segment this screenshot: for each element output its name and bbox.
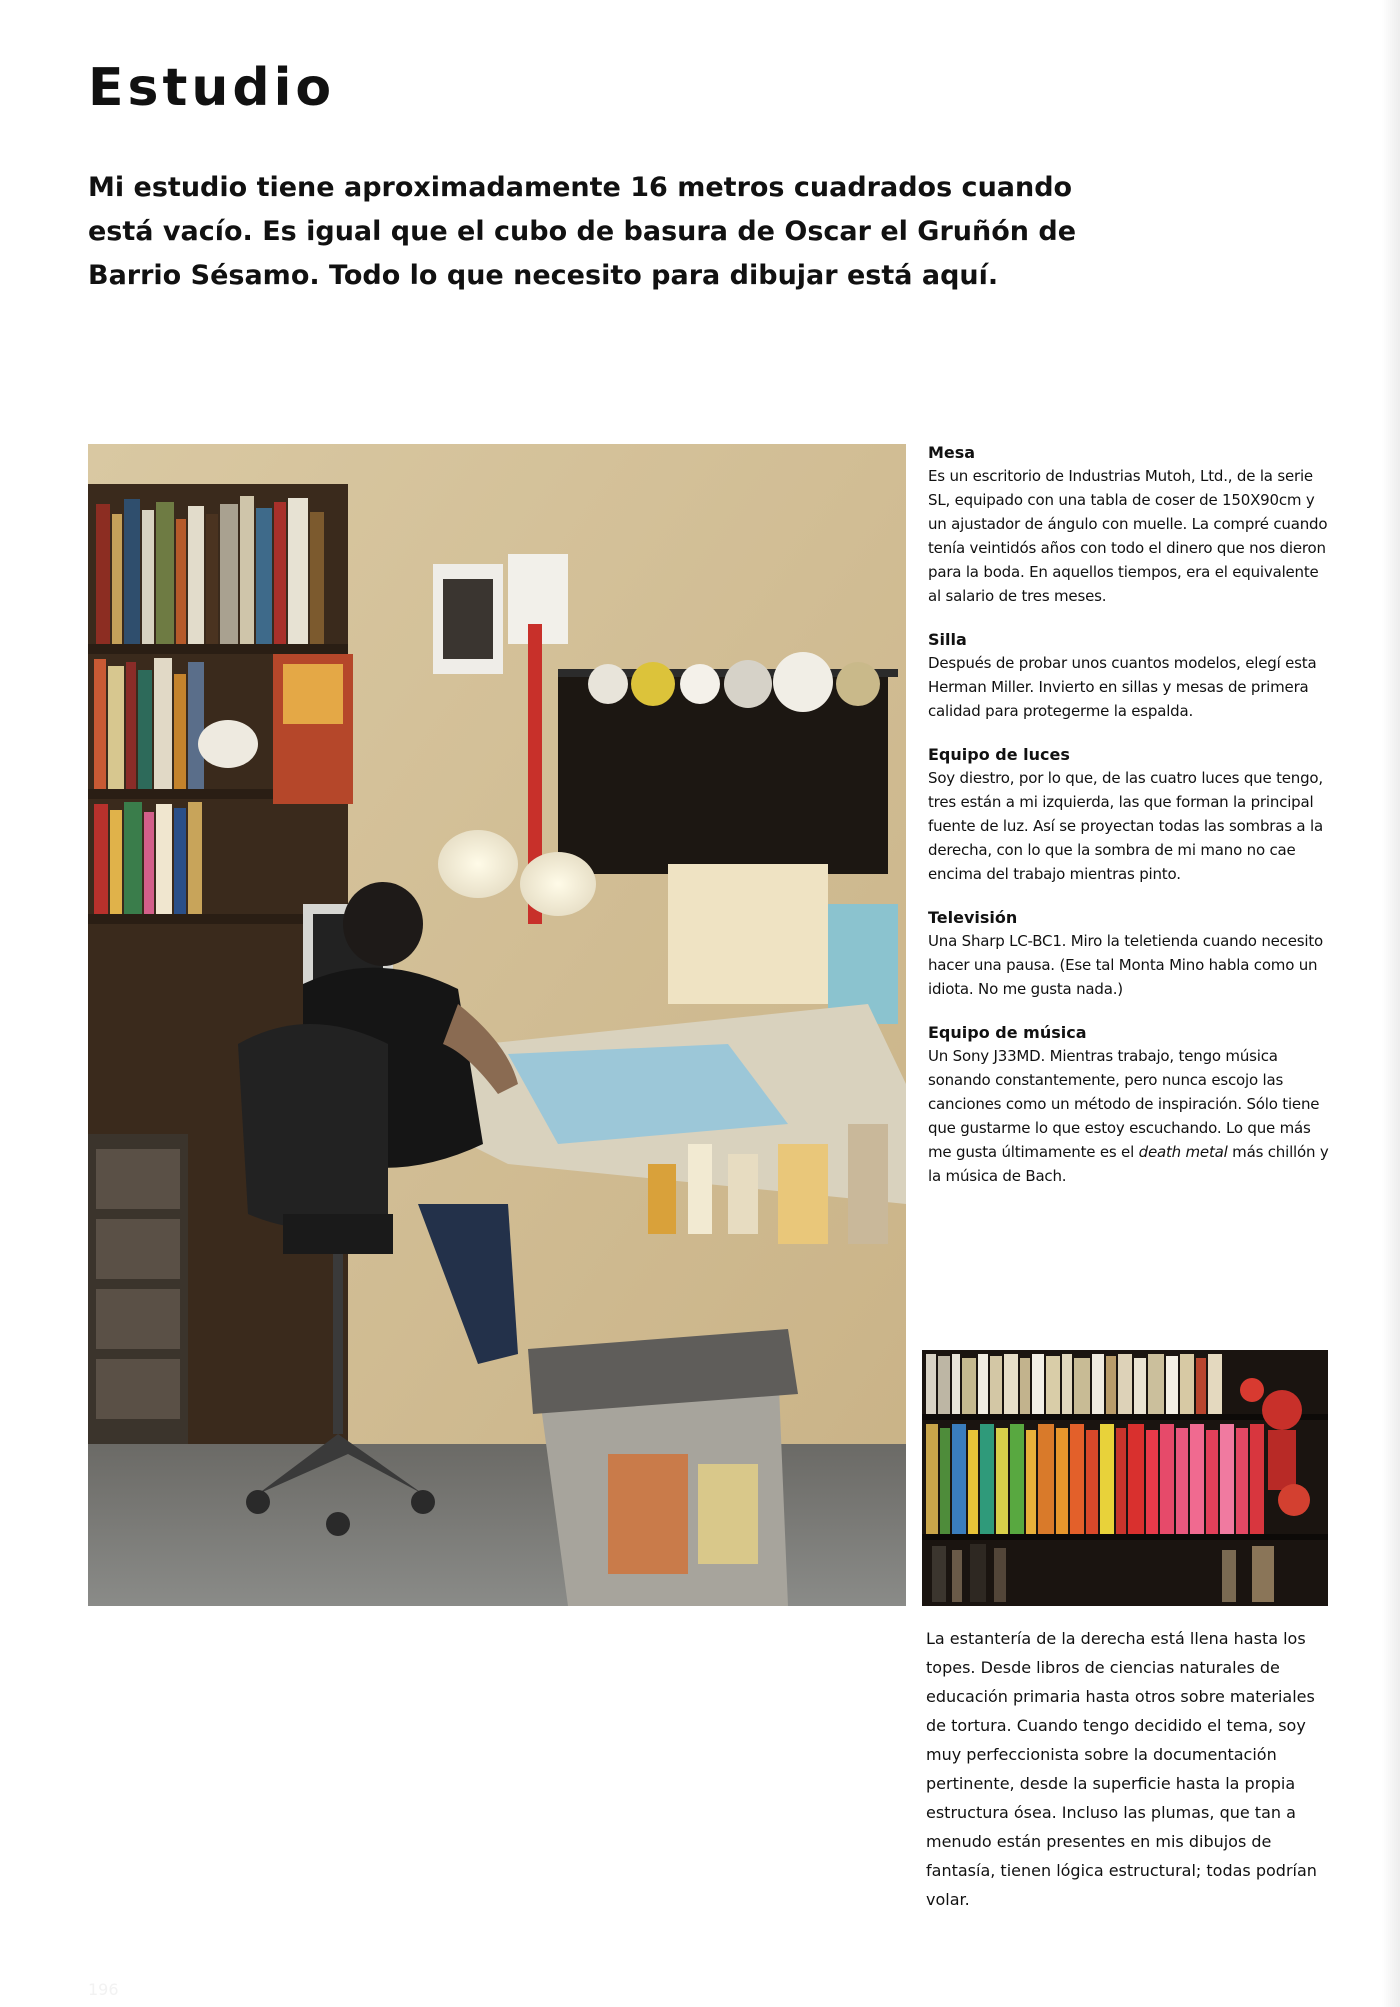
section-heading: Equipo de música [928,1023,1087,1042]
section-equipo-de-luces [928,744,1336,886]
section-body-start: Un Sony J33MD. Mientras trabajo, tengo música sonando constantemente, pero nunca escojo las canciones como un método de inspiración. Sólo tiene que gustarme lo que estoy escuchando. Lo que más me gusta últimamente es el [928,1047,1320,1161]
section-heading: Equipo de luces [928,745,1070,764]
section-body-emphasis: death metal [1138,1143,1228,1161]
section-body: Una Sharp LC-BC1. Miro la teletienda cuando necesito hacer una pausa. (Ese tal Monta Mino habla como un idiota. No me gusta nada.) [928,932,1323,998]
page-number: 196 [88,1980,119,1999]
section-mesa [928,442,1336,608]
bookshelf-photo [922,1350,1328,1606]
intro-paragraph: Mi estudio tiene aproximadamente 16 metros cuadrados cuando está vacío. Es igual que el cubo de basura de Oscar el Gruñón de Barrio Sésamo. Todo lo que necesito para dibujar está aquí. [88,172,1077,291]
section-body: Soy diestro, por lo que, de las cuatro luces que tengo, tres están a mi izquierda, las que forman la principal fuente de luz. Así se proyectan todas las sombras a la derecha, con lo que la sombra de mi mano no cae encima del trabajo mientras pinto. [928,769,1323,883]
section-heading: Mesa [928,443,976,462]
studio-photo [88,444,906,1606]
page-title: Estudio [88,58,336,118]
page-edge-shade [1382,0,1400,2007]
section-body [928,1044,1336,1188]
section-equipo-de-musica [928,1022,1336,1188]
section-body: Después de probar unos cuantos modelos, elegí esta Herman Miller. Invierto en sillas y mesas de primera calidad para protegerme la espalda. [928,654,1317,720]
section-television [928,907,1336,1001]
section-silla [928,629,1336,723]
section-body-end: más chillón y la música de Bach. [928,1143,1329,1185]
sidebar-descriptions [928,442,1336,1209]
section-heading: Silla [928,630,967,649]
section-body: Es un escritorio de Industrias Mutoh, Ltd., de la serie SL, equipado con una tabla de coser de 150X90cm y un ajustador de ángulo con muelle. La compré cuando tenía veintidós años con todo el dinero que nos dieron para la boda. En aquellos tiempos, era el equivalente al salario de tres meses. [928,467,1328,605]
section-heading: Televisión [928,908,1018,927]
bookshelf-caption: La estantería de la derecha está llena hasta los topes. Desde libros de ciencias naturales de educación primaria hasta otros sobre materiales de tortura. Cuando tengo decidido el tema, soy muy perfeccionista sobre la documentación pertinente, desde la superficie hasta la propia estructura ósea. Incluso las plumas, que tan a menudo están presentes en mis dibujos de fantasía, tienen lógica estructural; todas podrían volar. [926,1629,1317,1909]
